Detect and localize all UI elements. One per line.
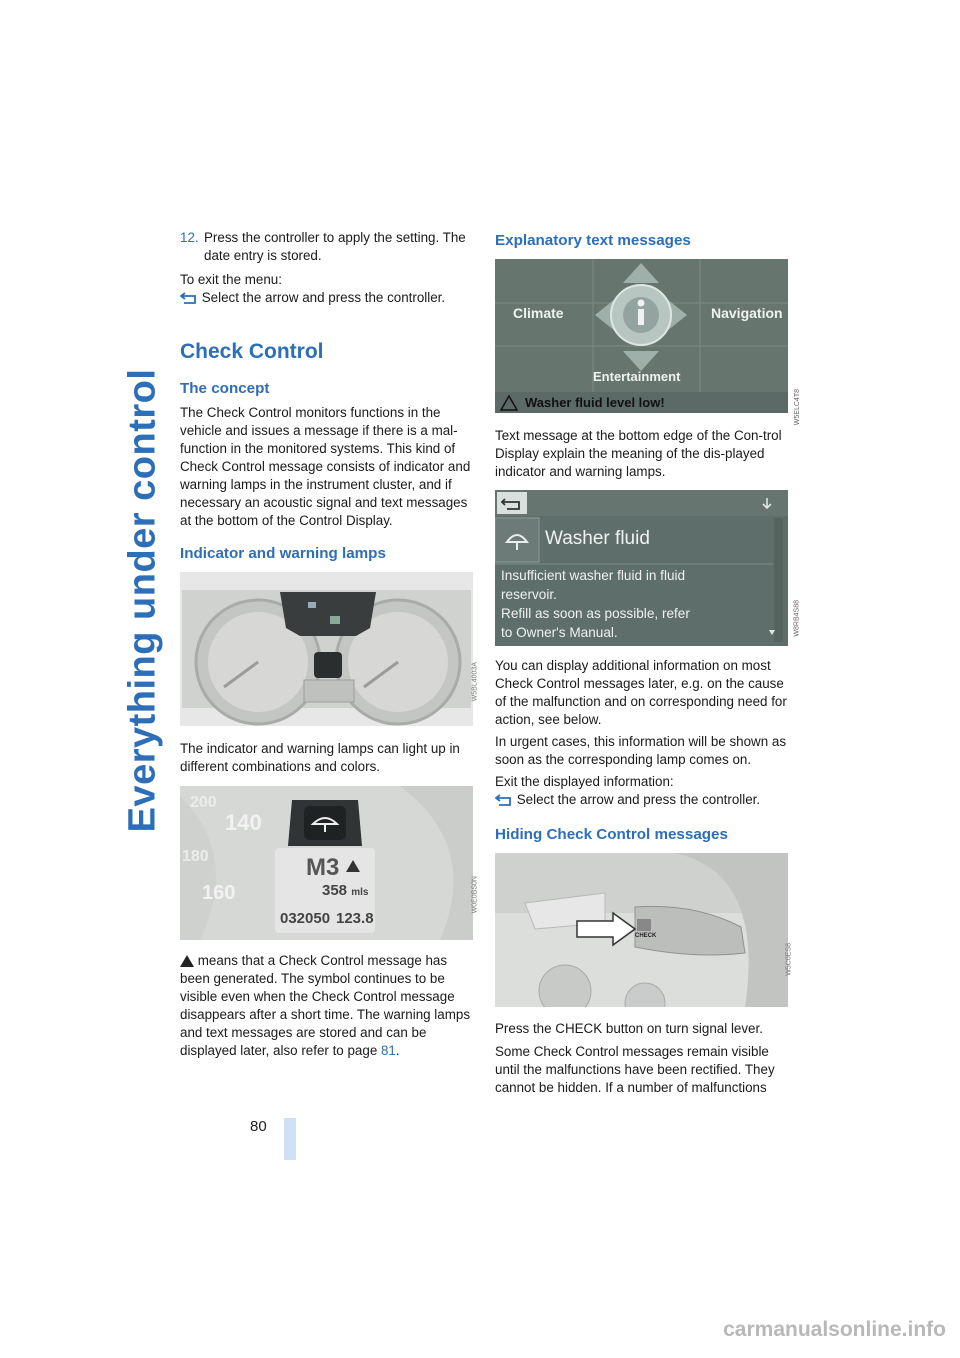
speed-label-160: 160: [202, 882, 236, 904]
display-model: M3: [306, 854, 340, 881]
figure-code: W0E0BS0N: [471, 876, 478, 914]
detail-title: Washer fluid: [545, 528, 650, 549]
select-arrow-text: Select the arrow and press the controller.: [201, 290, 446, 305]
page-81-link[interactable]: 81: [380, 1043, 396, 1058]
select-arrow-instruction-right: [495, 791, 790, 809]
hiding-heading: Hiding Check Control messages: [495, 826, 728, 843]
speed-label-200: 200: [190, 794, 217, 811]
warning-triangle-icon: [180, 955, 194, 967]
display-odometer: 032050: [280, 910, 331, 927]
exit-menu-label: To exit the menu:: [180, 272, 282, 287]
lamps-heading: Indicator and warning lamps: [180, 545, 386, 562]
figure-code: W5C0ES8: [786, 943, 793, 976]
control-display-menu-figure: [495, 259, 801, 426]
speed-label-180: 180: [182, 848, 209, 865]
check-control-heading: Check Control: [180, 340, 324, 363]
speed-label-140: 140: [225, 810, 262, 835]
urgent-paragraph: In urgent cases, this information will be shown as soon as the corresponding lamp comes on.: [495, 734, 787, 767]
watermark: carmanualsonline.info: [723, 1318, 946, 1341]
step-12: [180, 229, 475, 263]
symbol-paragraph: means that a Check Control message has been generated. The symbol continues to be visible even when the Check Control message disappears after a short time. The warning lamps and text messages are stored and can be displayed later, also refer to page 81.: [180, 953, 471, 1058]
instrument-cluster-figure: [180, 572, 478, 726]
figure-code: W8RB4S88: [794, 600, 801, 637]
some-messages-paragraph: Some Check Control messages remain visible until the malfunctions have been rectified. They cannot be hidden. If a number of malfunctions: [495, 1044, 775, 1095]
figure-code: W5BL4003A: [471, 662, 478, 702]
turn-signal-lever-figure: [495, 853, 793, 1007]
lamps-paragraph: The indicator and warning lamps can light up in different combinations and colors.: [180, 741, 460, 774]
figure-code: W5ELC4T8: [794, 389, 801, 426]
select-arrow-instruction: [180, 289, 475, 307]
menu-item-navigation[interactable]: Navigation: [711, 305, 783, 321]
washer-fluid-detail-figure: [495, 490, 801, 646]
explanatory-heading: Explanatory text messages: [495, 232, 691, 249]
exit-info-label: Exit the displayed information:: [495, 774, 674, 789]
step-number: 12.: [180, 230, 199, 245]
additional-paragraph: You can display additional information on most Check Control messages later, e.g. on the cause of the malfunction and on corresponding need for action, see below.: [495, 658, 787, 727]
select-arrow-text: Select the arrow and press the controller.: [516, 792, 761, 807]
display-range: 358 mls: [322, 882, 369, 899]
menu-item-entertainment[interactable]: Entertainment: [593, 369, 681, 384]
display-trip: 123.8: [336, 910, 374, 927]
concept-paragraph: The Check Control monitors functions in the vehicle and issues a message if there is a mal-function in the monitored systems. This kind of Check Control message consists of indicator and warning lamps in the instrument cluster, and if necessary an acoustic signal and text messages at the bottom of the Control Display.: [180, 405, 471, 528]
page-number: 80: [250, 1118, 267, 1135]
press-check-paragraph: Press the CHECK button on turn signal lever.: [495, 1021, 763, 1036]
step-text: Press the controller to apply the setting. The date entry is stored.: [204, 230, 466, 263]
side-title-text: Everything under control: [121, 368, 164, 832]
check-button-label[interactable]: CHECK: [635, 933, 657, 939]
side-section-title: [118, 40, 168, 1160]
menu-item-climate[interactable]: Climate: [513, 305, 564, 321]
concept-heading: The concept: [180, 380, 270, 397]
explanatory-paragraph: Text message at the bottom edge of the Con-trol Display explain the meaning of the dis-played indicator and warning lamps.: [495, 428, 782, 479]
back-arrow-icon: [495, 793, 513, 806]
warning-symbol-figure: [180, 786, 478, 940]
detail-body: Insufficient washer fluid in fluid reservoir. Refill as soon as possible, refer to Owner's Manual.: [501, 568, 690, 640]
page-marker-bar: [284, 1118, 296, 1160]
back-arrow-icon: [180, 291, 198, 304]
warning-message: Washer fluid level low!: [525, 395, 665, 410]
